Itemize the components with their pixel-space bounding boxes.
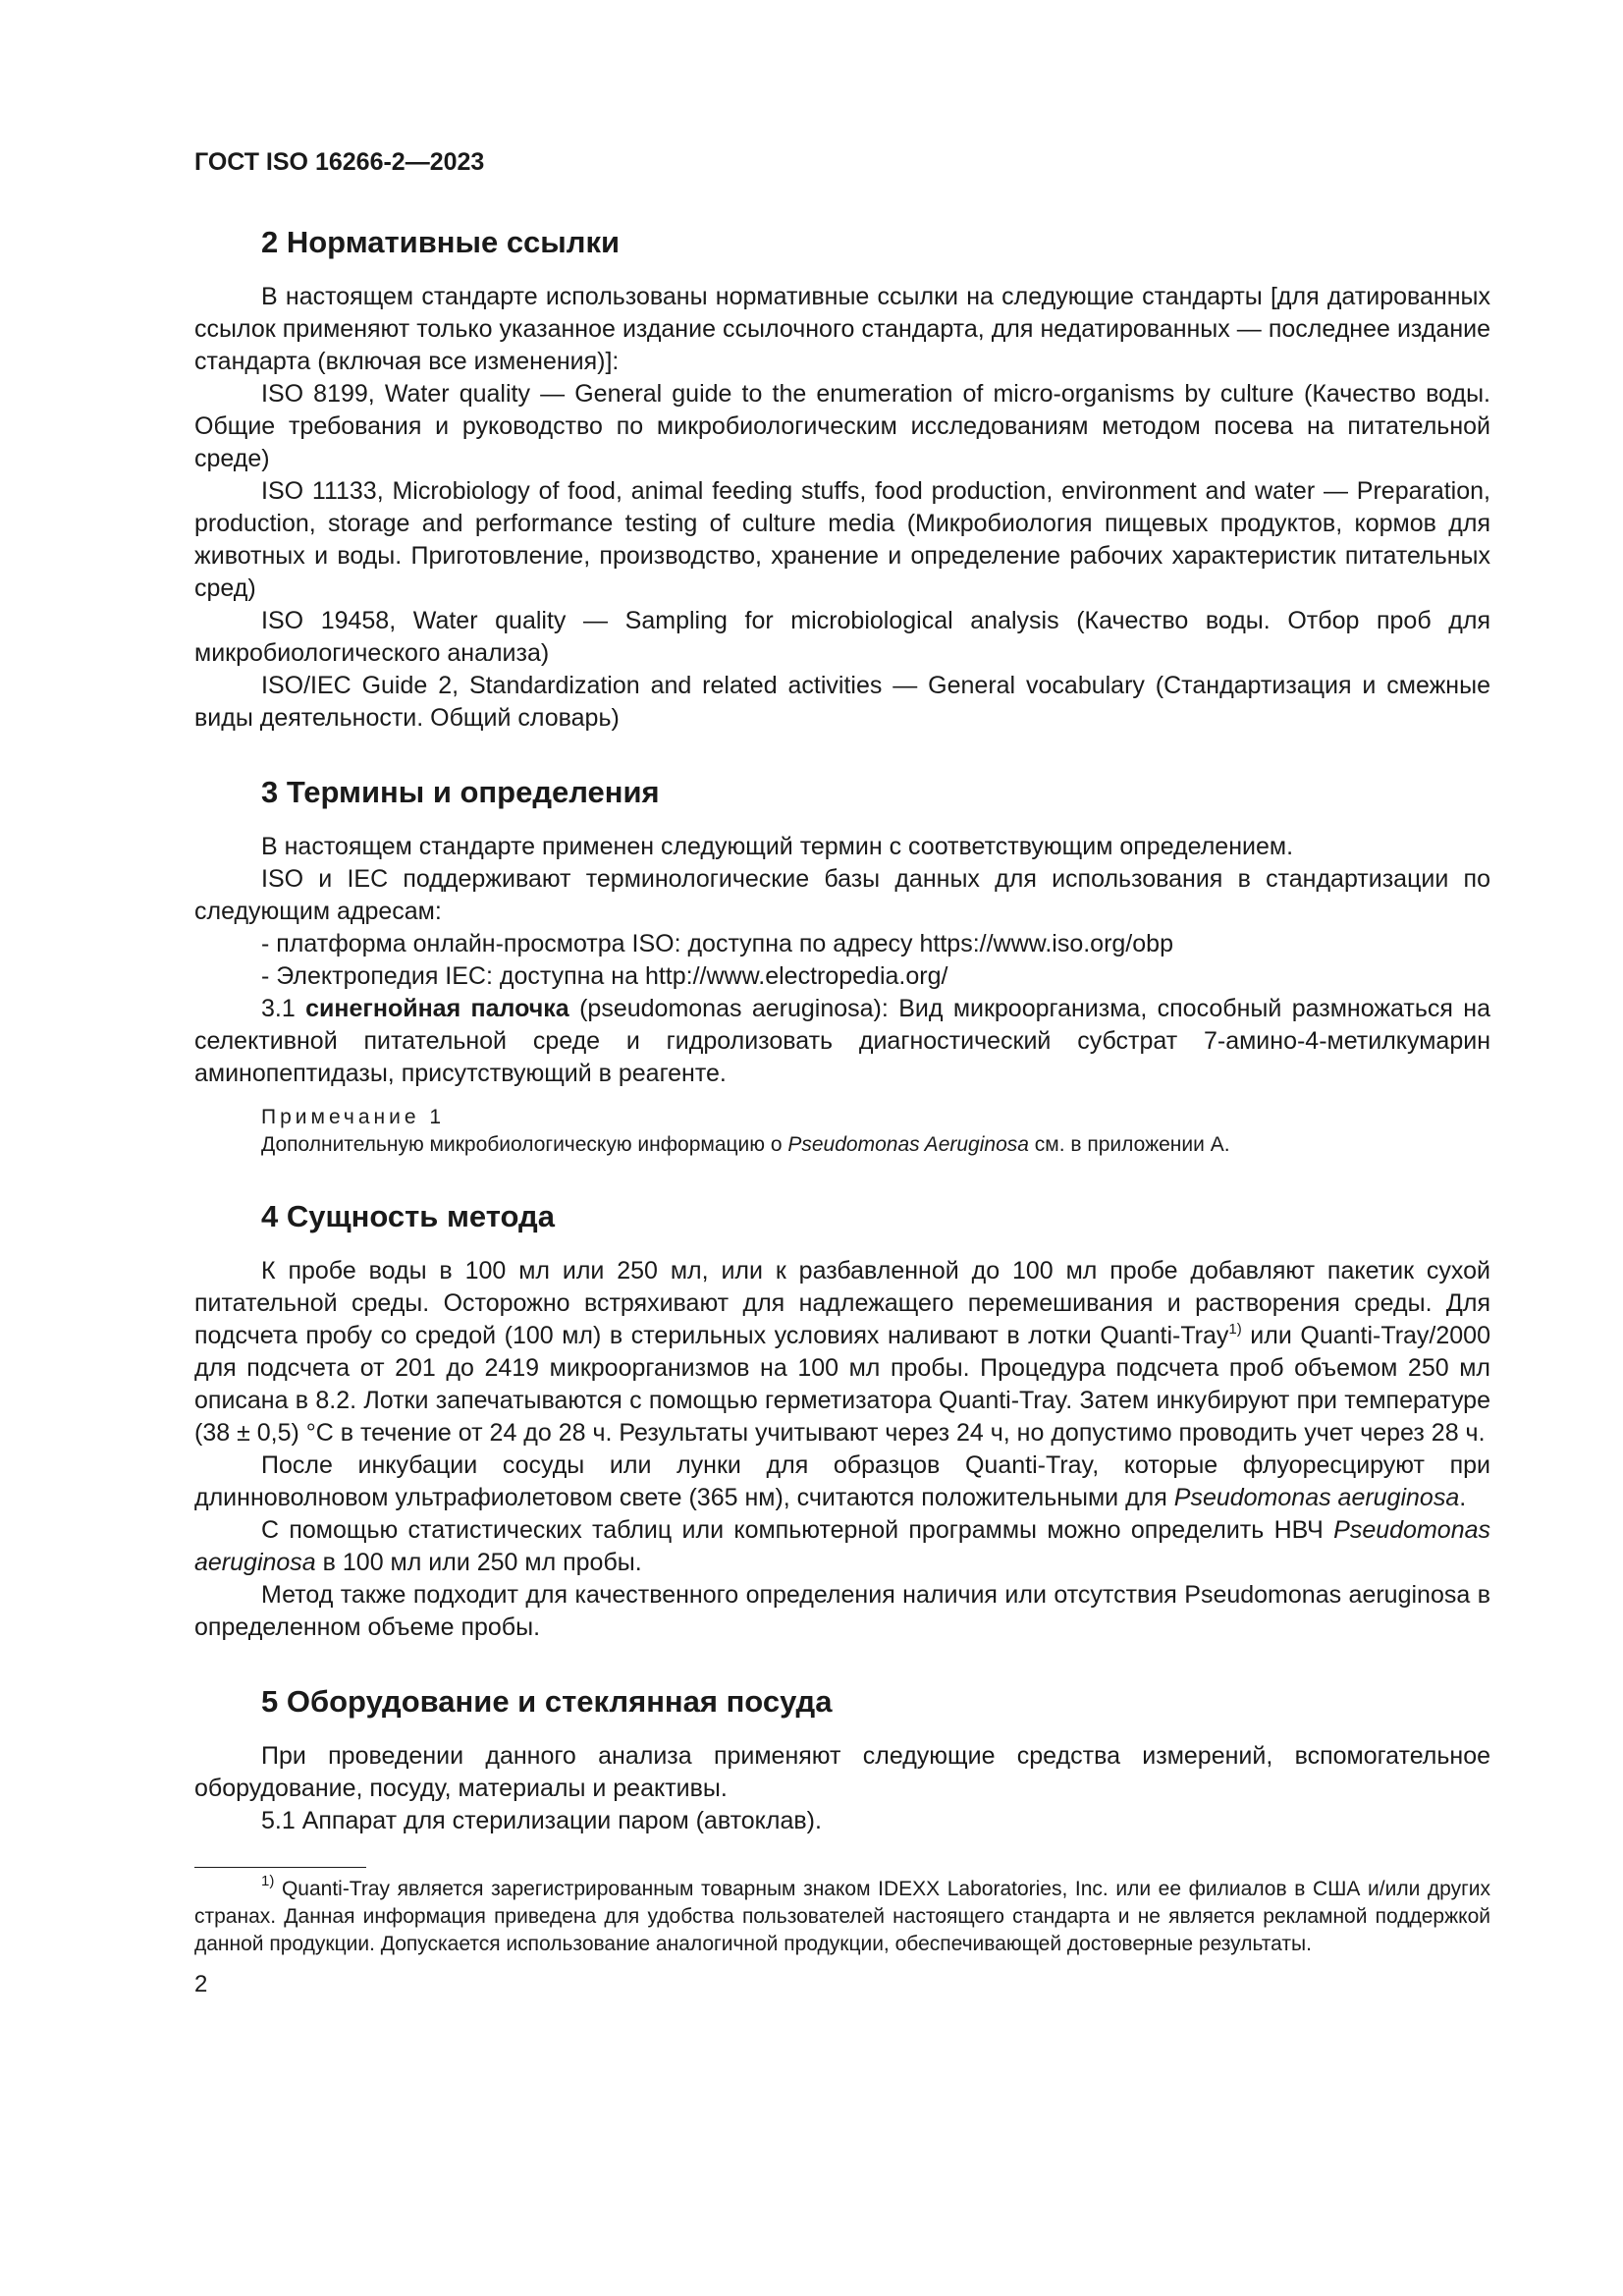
footnote: $^{1)}$ Quanti-Tray является зарегистрированным товарным знаком IDEXX Laboratories, Inc. или ее филиалов в США и/или других странах. Данная информация приведена для удобства пользователей настоящего стандарта и не является рекламной поддержкой данной продукции. Допускается использование аналогичной продукции, обеспечивающей достоверные результаты. [194, 1873, 1490, 1955]
clause-5-1: 5.1 Аппарат для стерилизации паром (автоклав). [261, 1807, 822, 1834]
document-page [194, 147, 1490, 1999]
section-4-paragraph-1: К пробе воды в 100 мл или 250 мл, или к разбавленной до 100 мл пробе добавляют пакетик сухой питательной среды. Осторожно встряхивают для надлежащего перемешивания и растворения среды. Для подсчета пробу со средой (100 мл) в стерильных условиях наливают в лотки Quanti-Tray$^{1)}$ или Quanti-Tray/2000 для подсчета от 201 до 2419 микроорганизмов на 100 мл пробы. Процедура подсчета проб объемом 250 мл описана в 8.2. Лотки запечатываются с помощью герметизатора Quanti-Tray. Затем инкубируют при температуре (38 ± 0,5) °С в течение от 24 до 28 ч. Результаты учитывают через 24 ч, но допустимо проводить учет через 28 ч. [194, 1257, 1490, 1447]
section-4-paragraph-3: С помощью статистических таблиц или компьютерной программы можно определить НВЧ Pseudomonas aeruginosa в 100 мл или 250 мл пробы. [194, 1516, 1490, 1576]
note-label: Примечание 1 [261, 1106, 446, 1128]
section-5-title: 5 Оборудование и стеклянная посуда [261, 1684, 833, 1719]
term-name: синегнойная палочка [305, 995, 569, 1022]
section-5-intro: При проведении данного анализа применяют следующие средства измерений, вспомогательное оборудование, посуду, материалы и реактивы. [194, 1742, 1490, 1802]
section-3-intro: В настоящем стандарте применен следующий термин с соответствующим определением. [261, 833, 1294, 860]
section-4-paragraph-4: Метод также подходит для качественного определения наличия или отсутствия Pseudomonas aeruginosa в определенном объеме пробы. [194, 1581, 1490, 1641]
note-text: Дополнительную микробиологическую информацию о Pseudomonas Aeruginosa см. в приложении А. [261, 1133, 1230, 1156]
reference-iso-19458: ISO 19458, Water quality — Sampling for microbiological analysis (Качество воды. Отбор проб для микробиологического анализа) [194, 607, 1490, 667]
document-code: ГОСТ ISO 16266-2—2023 [194, 148, 485, 176]
term-definition [194, 993, 1490, 1090]
section-2-title: 2 Нормативные ссылки [261, 225, 621, 259]
section-3-databases: ISO и IEC поддерживают терминологические базы данных для использования в стандартизации по следующим адресам: [194, 865, 1490, 925]
footnote-divider [194, 1867, 366, 1868]
reference-iso-iec-guide-2: ISO/IEC Guide 2, Standardization and related activities — General vocabulary (Стандартизация и смежные виды деятельности. Общий словарь) [194, 672, 1490, 732]
reference-iso-8199: ISO 8199, Water quality — General guide to the enumeration of micro-organisms by culture (Качество воды. Общие требования и руководство по микробиологическим исследованиям методом посева на питательной среде) [194, 380, 1490, 472]
section-4-paragraph-2: После инкубации сосуды или лунки для образцов Quanti-Tray, которые флуоресцируют при длинноволновом ультрафиолетовом свете (365 нм), считаются положительными для Pseudomonas aeruginosa. [194, 1451, 1490, 1511]
term-number: 3.1 [261, 995, 296, 1022]
list-item-iso-obp: - платформа онлайн-просмотра ISO: доступна по адресу https://www.iso.org/obp [261, 930, 1173, 957]
reference-iso-11133: ISO 11133, Microbiology of food, animal feeding stuffs, food production, environment and water — Preparation, production, storage and performance testing of culture media (Микробиология пищевых продуктов, кормов для животных и воды. Приготовление, производство, хранение и определение рабочих характеристик питательных сред) [194, 477, 1490, 602]
section-3-title: 3 Термины и определения [261, 775, 660, 809]
list-item-electropedia: - Электропедия IEC: доступна на http://www.electropedia.org/ [261, 962, 948, 990]
section-4-title: 4 Сущность метода [261, 1199, 555, 1233]
footnote-ref: 1) [1228, 1321, 1242, 1338]
term-definition-text: (pseudomonas aeruginosa): Вид микроорганизма, способный размножаться на селективной питательной среде и гидролизовать диагностический субстрат 7-амино-4-метилкумарин аминопептидазы, присутствующий в реагенте. [194, 995, 1490, 1087]
page-number: 2 [194, 1971, 208, 1997]
footnote-mark: 1) [261, 1873, 275, 1889]
section-2-intro: В настоящем стандарте использованы нормативные ссылки на следующие стандарты [для датированных ссылок применяют только указанное издание ссылочного стандарта, для недатированных — последнее издание стандарта (включая все изменения)]: [194, 283, 1490, 375]
